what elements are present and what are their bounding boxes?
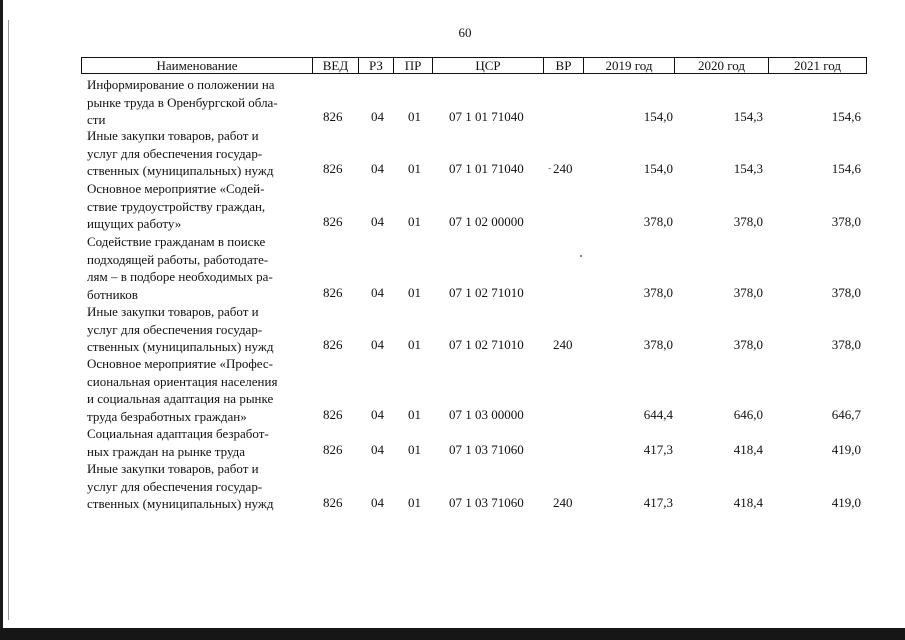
row-2020: 378,0 [733, 214, 763, 229]
row-pr: 01 [408, 495, 421, 510]
row-pr: 01 [408, 161, 421, 176]
row-2020: 646,0 [733, 407, 763, 422]
header-2020: 2020 год [674, 58, 768, 73]
row-pr: 01 [408, 337, 421, 352]
header-2019: 2019 год [583, 58, 674, 73]
row-rz: 04 [371, 285, 384, 300]
row-ved: 826 [323, 109, 343, 124]
row-pr: 01 [408, 214, 421, 229]
row-2019: 154,0 [643, 109, 673, 124]
header-pr: ПР [393, 58, 432, 73]
row-2019: 378,0 [643, 214, 673, 229]
row-rz: 04 [371, 407, 384, 422]
row-csr: 07 1 02 71010 [449, 285, 524, 300]
row-name: Содействие гражданам в поиске подходящей работы, работодате- лям – в подборе необходимых ра- ботников [87, 234, 273, 302]
header-name: Наименование [81, 58, 312, 73]
row-2019: 154,0 [643, 161, 673, 176]
row-rz: 04 [371, 214, 384, 229]
row-pr: 01 [408, 407, 421, 422]
row-csr: 07 1 02 00000 [449, 214, 524, 229]
row-ved: 826 [323, 407, 343, 422]
scan-mark: - [548, 163, 552, 174]
header-csr: ЦСР [432, 58, 543, 73]
scan-edge-line [8, 20, 9, 620]
row-2019: 378,0 [643, 337, 673, 352]
row-csr: 07 1 02 71010 [449, 337, 524, 352]
header-rz: РЗ [358, 58, 393, 73]
scan-edge-bottom [0, 628, 905, 640]
row-2020: 154,3 [733, 109, 763, 124]
row-name: Иные закупки товаров, работ и услуг для обеспечения государ- ственных (муниципальных) нужд [87, 128, 274, 178]
header-2021: 2021 год [768, 58, 867, 73]
row-rz: 04 [371, 161, 384, 176]
row-name: Социальная адаптация безработ- ных граждан на рынке труда [87, 426, 269, 459]
row-ved: 826 [323, 337, 343, 352]
header-vr: ВР [543, 58, 583, 73]
row-rz: 04 [371, 109, 384, 124]
row-name: Иные закупки товаров, работ и услуг для обеспечения государ- ственных (муниципальных) нужд [87, 461, 274, 511]
row-name: Основное мероприятие «Профес- сиональная ориентация населения и социальная адаптация на рынке труда безработных граждан» [87, 356, 278, 424]
row-ved: 826 [323, 285, 343, 300]
scan-speck [580, 255, 582, 257]
row-csr: 07 1 01 71040 [449, 161, 524, 176]
row-2019: 378,0 [643, 285, 673, 300]
table-header [81, 57, 867, 74]
row-2021: 419,0 [831, 495, 861, 510]
row-2021: 154,6 [831, 109, 861, 124]
row-name: Основное мероприятие «Содей- ствие трудоустройству граждан, ищущих работу» [87, 181, 266, 231]
header-ved: ВЕД [312, 58, 358, 73]
row-2020: 418,4 [733, 442, 763, 457]
row-rz: 04 [371, 337, 384, 352]
row-ved: 826 [323, 442, 343, 457]
row-vr: 240 [553, 161, 573, 176]
row-2019: 644,4 [643, 407, 673, 422]
row-2020: 418,4 [733, 495, 763, 510]
row-2021: 646,7 [831, 407, 861, 422]
row-2021: 378,0 [831, 337, 861, 352]
row-2020: 154,3 [733, 161, 763, 176]
row-csr: 07 1 03 71060 [449, 442, 524, 457]
row-rz: 04 [371, 495, 384, 510]
row-rz: 04 [371, 442, 384, 457]
row-csr: 07 1 03 00000 [449, 407, 524, 422]
row-2021: 154,6 [831, 161, 861, 176]
row-csr: 07 1 01 71040 [449, 109, 524, 124]
row-ved: 826 [323, 495, 343, 510]
row-ved: 826 [323, 161, 343, 176]
row-2019: 417,3 [643, 442, 673, 457]
row-csr: 07 1 03 71060 [449, 495, 524, 510]
row-2020: 378,0 [733, 285, 763, 300]
row-2020: 378,0 [733, 337, 763, 352]
scan-edge-left [0, 0, 3, 640]
row-name: Информирование о положении на рынке труда в Оренбургской обла- сти [87, 77, 278, 127]
row-2021: 378,0 [831, 285, 861, 300]
row-vr: 240 [553, 337, 573, 352]
row-ved: 826 [323, 214, 343, 229]
row-pr: 01 [408, 285, 421, 300]
row-pr: 01 [408, 109, 421, 124]
row-pr: 01 [408, 442, 421, 457]
row-2021: 378,0 [831, 214, 861, 229]
row-2021: 419,0 [831, 442, 861, 457]
row-name: Иные закупки товаров, работ и услуг для обеспечения государ- ственных (муниципальных) нужд [87, 304, 274, 354]
row-vr: 240 [553, 495, 573, 510]
row-2019: 417,3 [643, 495, 673, 510]
page-number: 60 [458, 25, 472, 40]
